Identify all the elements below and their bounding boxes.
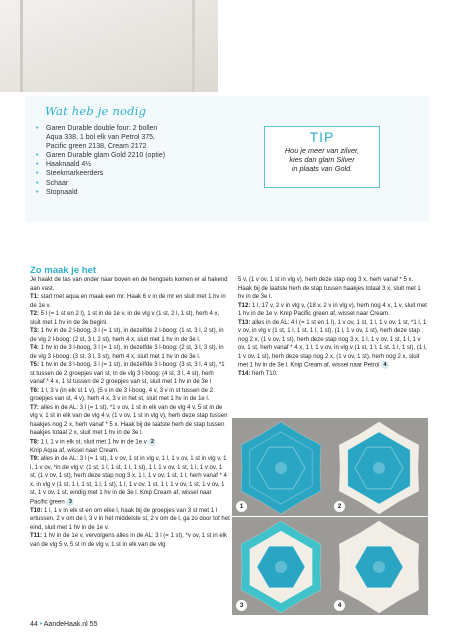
round-label: T11: [30, 533, 43, 540]
page-number: 44 [30, 621, 38, 628]
tip-title: TIP [309, 129, 335, 145]
instruction-paragraph [238, 319, 428, 371]
step-photo [330, 517, 428, 615]
tip-line: kies dan glam Silver [289, 155, 355, 164]
materials-item [36, 151, 256, 160]
instruction-paragraph [30, 361, 230, 387]
materials-item-text: Pacific green 2138, Cream 2172 [46, 143, 147, 151]
instruction-paragraph [30, 276, 230, 293]
photo-number: 3 [236, 600, 247, 611]
round-label: T13: [238, 319, 251, 326]
hexagon-hole [373, 462, 385, 474]
hexagon-hole [373, 561, 385, 573]
instructions-left-column [30, 276, 230, 549]
step-photo [330, 418, 428, 516]
round-text: start met aqua en maak een mr. Haak 6 v in de mr en sluit met 1 hv in de 1e v. [30, 294, 226, 309]
crochet-hexagon-image [232, 418, 330, 516]
instruction-paragraph [30, 387, 230, 404]
round-text: Je haakt de tas van onder naar boven en de hengsels komen er al hakend aan vast. [30, 277, 228, 292]
materials-item [36, 142, 256, 151]
round-label: T5: [30, 362, 39, 368]
round-text: Knip Aqua af, wissel naar Cream. [30, 447, 119, 454]
instruction-paragraph [30, 455, 230, 507]
instruction-paragraph [238, 370, 428, 379]
round-text: 1 l, 1 v in elk st, sluit met 1 hv in de 1e v [39, 439, 147, 446]
materials-item [36, 179, 256, 188]
materials-item-text: Schaar [46, 179, 69, 187]
materials-item [36, 188, 256, 197]
instruction-paragraph [238, 302, 428, 319]
instruction-paragraph [30, 293, 230, 310]
instruction-paragraph [238, 276, 428, 302]
photo-number: 4 [334, 600, 345, 611]
materials-item-text: Haaknaald 4½ [46, 161, 92, 169]
photo-number: 1 [236, 501, 247, 512]
instructions-title: Zo maak je het [30, 265, 96, 276]
materials-item [36, 124, 256, 133]
round-text: 5 v, (1 v ov, 1 st in vlg v), herh deze stap nog 3 x, herh vanaf * 5 x. Haak bij de laatste herh de stap tussen haakjes totaal 3 x, sluit met 1 hv in de 3e l. [238, 277, 421, 300]
round-label: T7: [30, 404, 39, 411]
step-photo [232, 517, 330, 615]
materials-item-text: Stopnaald [46, 188, 78, 196]
round-label: T3: [30, 328, 39, 334]
round-text: 1 l, 3 v (in elk st 1 v), (5 v in de 3 l-boog, 4 v, 3 v in st tussen de 2 groepjes van st, 4 v), herh 4 x, 3 v in het st, sluit met 1 hv in de 1e l. [30, 387, 213, 402]
round-label: T12: [238, 302, 251, 309]
round-text: alles in de AL: 3 l (= 1 st), *1 v ov, 1 st in elk van de vlg 4 v, 5 st in de vlg v, 1 st in elk van de vlg 4 v, (1 v ov, 1 st in vlg v), herh deze stap tussen haakjes nog 2 x, herh vanaf * 5 x. Haak bij de laatste herh de stap tussen haakjes totaal 2 x, sluit met 1 hv in de 3e l. [30, 404, 228, 436]
materials-item-text: Garen Durable glam Gold 2210 (optie) [46, 152, 166, 160]
tip-box [264, 126, 380, 188]
crochet-hexagon-image [330, 517, 428, 615]
crochet-hexagon-image [232, 517, 330, 615]
tip-line: Hou je meer van zilver, [284, 146, 360, 155]
round-text: 5 l (= 1 st en 2 l), 1 st in de 1e v, in de vlg v (1 st, 2 l, 1 st), herh 4 x, sluit met 1 hv in de 3e beginl. [30, 311, 220, 326]
round-label: T10: [30, 507, 43, 514]
bullet-icon: • [36, 179, 39, 187]
bullet-icon: • [36, 170, 39, 178]
materials-item [36, 160, 256, 169]
photo-detail [192, 0, 195, 92]
round-label: T6: [30, 387, 39, 394]
bullet-icon: • [36, 125, 39, 132]
instruction-paragraph [30, 438, 230, 456]
hexagon-hole [275, 462, 287, 474]
round-label: T2: [30, 311, 39, 317]
footer-site: AandeHaak.nl 55 [43, 621, 98, 628]
step-photo [232, 418, 330, 516]
round-text: 1 hv in de 3 l-boog, 3 l (= 1 st), in dezelfde 3 l-boog: (3 st, 3 l, 4 st), *1 st tussen de 2 groepjes van st, in de vlg 3 l-boog: (4 st, 3 l, 4 st), herh vanaf * 4 x, 1 st tussen de 2 groepjes van st, sluit met 1 hv in de 3e l [30, 362, 225, 385]
round-label: T14: [238, 371, 251, 378]
instruction-paragraph [30, 507, 230, 533]
round-text: 1 hv in de 1e v, vervolgens alles in de AL: 3 l (= 1 st), *v ov, 1 st in elk van de vlg 5 v, 5 st in de vlg v, 1 st in elk van de vlg [30, 533, 228, 548]
materials-item-text: Garen Durable double four: 2 bollen [46, 125, 158, 132]
materials-list [36, 124, 256, 197]
instruction-paragraph [30, 404, 230, 438]
footer-separator-icon: • [39, 621, 44, 628]
materials-item-text: Steekmarkeerders [46, 170, 104, 178]
materials-title: Wat heb je nodig [45, 104, 147, 118]
round-text: 1 hv in de 3 l-boog, 3 l (= 1 st), in dezelfde 3 l-boog: (2 st, 3 l, 3 st), in de vlg 3 l-boog: (3 st, 3 l, 3 st), herh 4 x, sluit met 1 hv in de 3e l. [30, 345, 224, 360]
crochet-hexagon-image [330, 418, 428, 516]
round-label: T4: [30, 345, 39, 351]
materials-item-text: Aqua 338, 1 bol elk van Petrol 375, [46, 134, 155, 142]
photo-reference-badge: 2 [148, 438, 156, 446]
photo-number: 2 [334, 501, 345, 512]
round-label: T1: [30, 294, 39, 300]
photo-detail [20, 0, 23, 92]
materials-item [36, 133, 256, 142]
instruction-paragraph [30, 327, 230, 344]
page-footer [30, 621, 97, 628]
round-text: herh T10. [250, 371, 278, 378]
photo-reference-badge: 3 [66, 498, 74, 506]
round-text: 1 l, 17 v, 2 v in vlg v, (18 v, 2 v in vlg v), herh nog 4 x, 1 v, sluit met 1 hv in de 1e v. Knip Pacific green af, wissel naar Cream. [238, 302, 427, 317]
instruction-paragraph [30, 532, 230, 549]
round-text: 1 l, 1 v in elk st en om elke l, haak bij de groepjes van 3 st met 1 l ertussen, 2 v om de l, 3 v in het middelste st, 2 v om de l, ga zo door tot het eind, sluit met 1 hv in de 1e v. [30, 507, 230, 531]
instructions-right-column [238, 276, 428, 379]
instruction-paragraph [30, 310, 230, 327]
bullet-icon: • [36, 188, 39, 196]
materials-item [36, 169, 256, 178]
hexagon-hole [275, 561, 287, 573]
top-photo [0, 0, 218, 92]
round-label: T9: [30, 456, 39, 463]
round-text: alles in de AL: 4 l (= 1 st en 1 l), 1 v ov, 1 st, 1 l, 1 v ov, 1 st, *1 l, 1 v ov, in vlg v (1 st, 1 l, 1 st, 1 l, 1 st), (1 l, 1 v ov, 1 st), herh deze stap nog 2 x, (1 v ov, 1 st), herh deze stap nog 3 x, 1 l, 1 v ov, 1 st, 1 l, 1 v ov, 1 st, herh vanaf * 4 x, 1 l, 1 v ov, in vlg v (1 st, 1 l, 1 st, 1 l, 1 st), (1 l, 1 v ov, 1 st), herh deze stap nog 2 x, (1 v ov, 1 st), herh nog 2 x, sluit met 1 hv in de 3e l. Knip Cream af, wissel naar Petrol [238, 319, 427, 369]
round-text: alles in de AL: 3 l (= 1 st), 1 v ov, 1 st in vlg v, 1 l, 1 v ov, 1 st in vlg v, 1 l, 1 v ov, *in de vlg v: (1 st, 1 l, 1 st, 1 l, 1 st), 1 l, 1 v ov, 1 st, 1 l, 1 v ov, 1 st, (1 v ov, 1 st), herh deze stap nog 3 x, 1 l, 1 v ov, 1 st, 1 l, herh vanaf * 4 x, in vlg v (1 st, 1 l, 1 st, 1 l, 1 st), 1 l, 1 v ov, 1 st, 1 l, 1 v ov, 1 st, 1 v ov, 1 st, 1 v ov, 1 st, eindig met 1 hv in de 3e l. Knip Cream af, wissel naar Pacific green [30, 456, 227, 506]
round-label: T8: [30, 439, 39, 446]
tip-text [265, 146, 379, 173]
bullet-icon: • [36, 161, 39, 169]
bullet-icon: • [36, 152, 39, 160]
instruction-paragraph [30, 344, 230, 361]
tip-line: in plaats van Gold. [291, 164, 353, 173]
round-text: 1 hv in de 2 l-boog, 3 l (= 1 st), in dezelfde 2 l-boog: (1 st, 3 l, 2 st), in de vlg 2 l-boog: (2 st, 3 l, 2 st), herh 4 x, sluit met 1 hv in de 3e l. [30, 328, 224, 343]
photo-reference-badge: 4 [381, 361, 389, 369]
